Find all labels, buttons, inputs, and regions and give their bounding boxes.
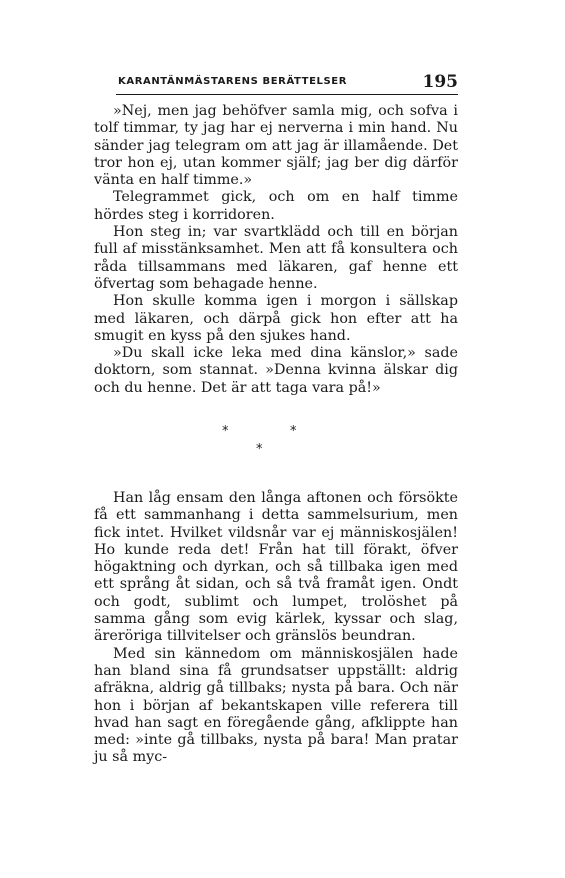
paragraph: »Nej, men jag behöfver samla mig, och sofva i tolf timmar, ty jag har ej nerverna i min hand. Nu sänder jag telegram om att jag är illamående. Det tror hon ej, utan kommer själf; jag ber dig därför vänta en half timme.» <box>94 103 458 189</box>
running-head: KARANTÄNMÄSTARENS BERÄTTELSER <box>118 76 348 87</box>
paragraph: Han låg ensam den långa aftonen och försökte få ett sammanhang i detta sammelsurium, men fick intet. Hvilket vildsnår var ej människosjälen! Ho kunde reda det! Från hat till förakt, öfver högaktning och dyrkan, och så tillbaka igen med ett språng åt sidan, och så två framåt igen. Ondt och godt, sublimt och lumpet, trolöshet på samma gång som evig kärlek, kyssar och slag, äreröriga tillvitelser och gränslös beundran. <box>94 490 458 645</box>
page-number: 195 <box>422 72 458 92</box>
page-header <box>116 72 458 95</box>
paragraph: Telegrammet gick, och om en half timme hördes steg i korridoren. <box>94 189 458 223</box>
paragraph: Hon skulle komma igen i morgon i sällskap med läkaren, och därpå gick hon efter att ha smugit en kyss på den sjukes hand. <box>94 293 458 344</box>
text-section-2 <box>94 490 458 767</box>
separator-star: * <box>290 424 297 439</box>
paragraph: »Du skall icke leka med dina känslor,» sade doktorn, som stannat. »Denna kvinna älskar dig och du henne. Det är att taga vara på!» <box>94 345 458 396</box>
text-section-1 <box>94 103 458 397</box>
paragraph: Med sin kännedom om människosjälen hade han bland sina få grundsatser uppställt: aldrig afräkna, aldrig gå tillbaks; nysta på bara. Och när hon i början af bekantskapen ville referera till hvad han sagt en föregående gång, afklippte han med: »inte gå tillbaks, nysta på bara! Man pratar ju så myc- <box>94 645 458 766</box>
separator-star: * <box>256 442 263 457</box>
separator-star: * <box>222 424 229 439</box>
paragraph: Hon steg in; var svartklädd och till en början full af misstänksamhet. Men att få konsultera och råda tillsammans med läkaren, gaf henne ett öfvertag som behagade henne. <box>94 224 458 292</box>
section-separator <box>220 425 310 461</box>
